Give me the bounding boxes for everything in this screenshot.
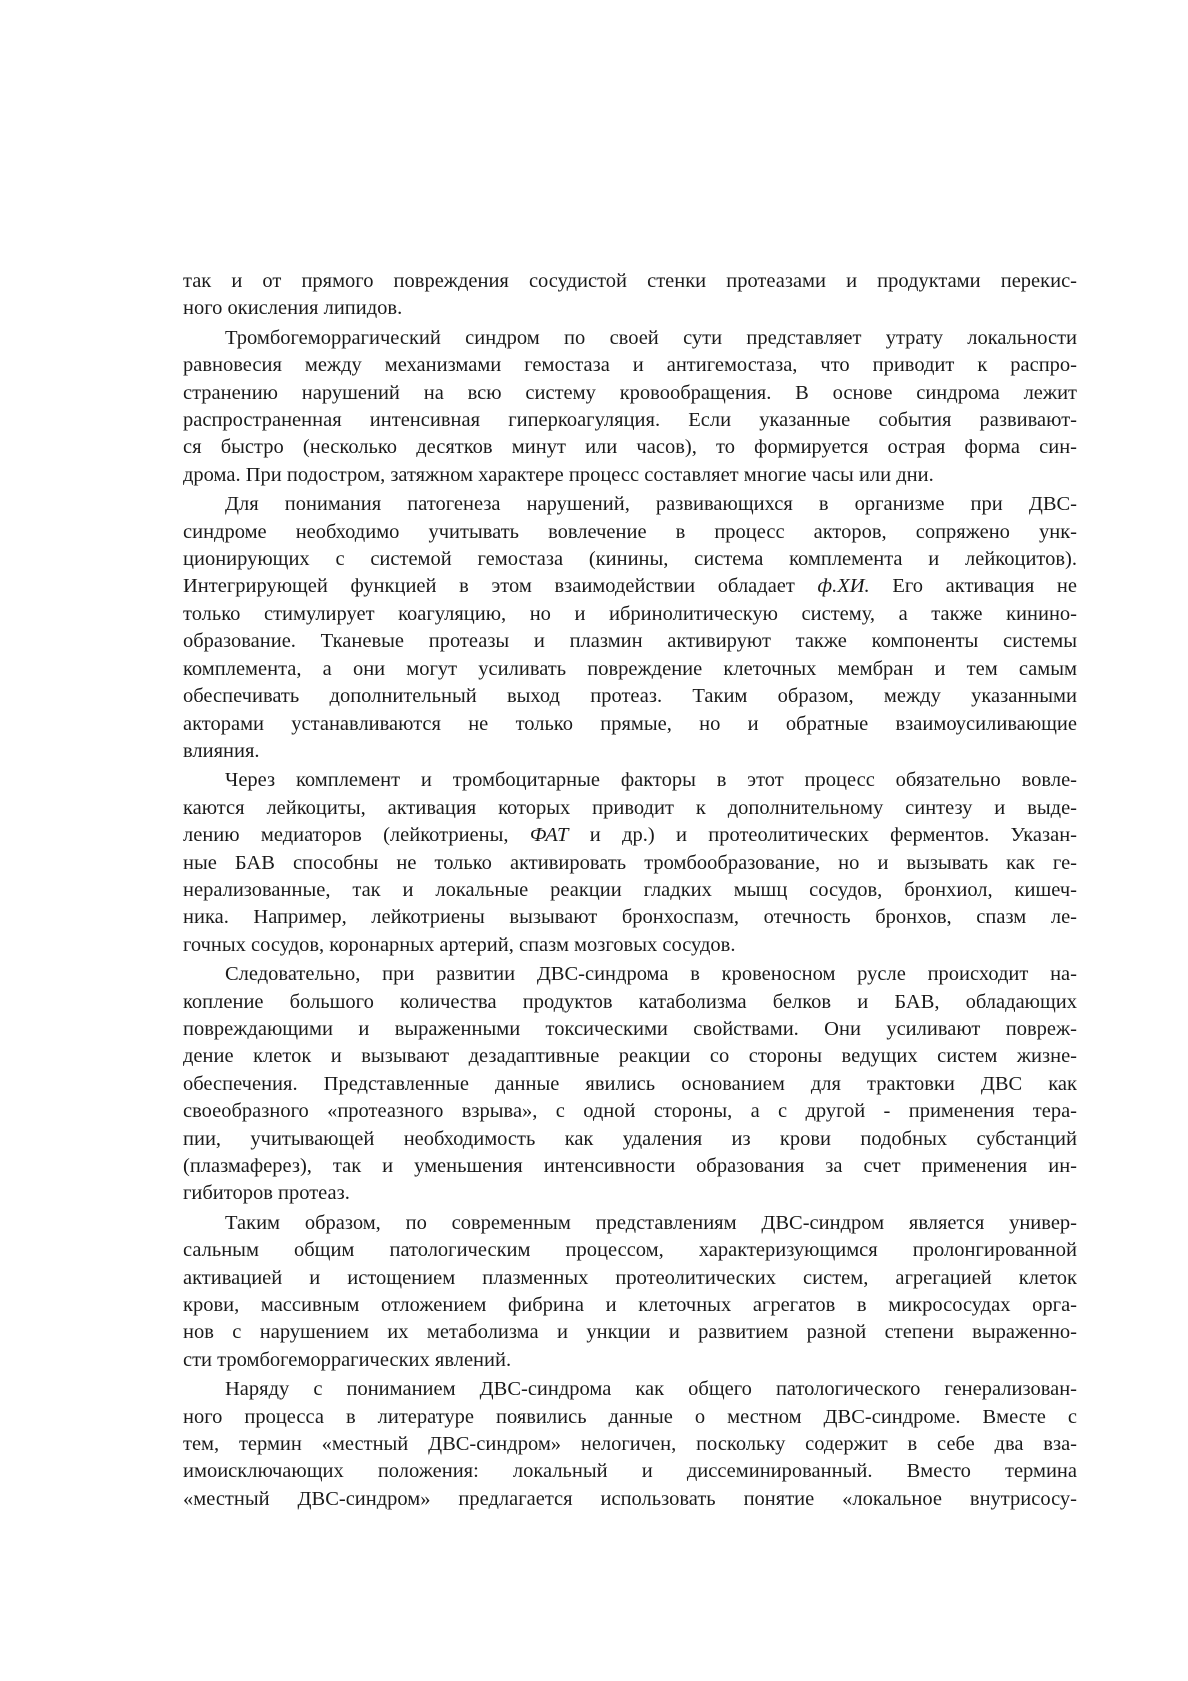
text-line: гибиторов протеаз. — [183, 1182, 350, 1205]
text-line: обеспечивать дополнительный выход протеаз. Таким образом, между указанными — [183, 685, 1077, 708]
text-line: «местный ДВС-синдром» предлагается использовать понятие «локальное внутрисосу- — [183, 1487, 1077, 1510]
text-line: Наряду с пониманием ДВС-синдрома как общего патологического генерализован- — [225, 1378, 1077, 1401]
text-line: влияния. — [183, 739, 260, 762]
text-line: ного процесса в литературе появились данные о местном ДВС-синдроме. Вместе с — [183, 1405, 1077, 1428]
text-line: тем, термин «местный ДВС-синдром» нелогичен, поскольку содержит в себе два вза- — [183, 1433, 1077, 1456]
text-line: пии, учитывающей необходимость как удаления из крови подобных субстанций — [183, 1127, 1077, 1150]
text-line: крови, массивным отложением фибрина и клеточных агрегатов в микрососудах орга- — [183, 1294, 1077, 1317]
text-line: Для понимания патогенеза нарушений, развивающихся в организме при ДВС- — [225, 493, 1077, 516]
paragraph-5 — [183, 961, 1077, 1208]
text-line: гочных сосудов, коронарных артерий, спазм мозговых сосудов. — [183, 933, 736, 956]
text-line: комплемента, а они могут усиливать повреждение клеточных мембран и тем самым — [183, 657, 1077, 680]
text-line: Таким образом, по современным представлениям ДВС-синдром является универ- — [225, 1211, 1077, 1234]
text-line: активацией и истощением плазменных протеолитических систем, агрегацией клеток — [183, 1266, 1077, 1289]
text-line: Интегрирующей функцией в этом взаимодействии обладает ф.ХИ. Его активация не — [183, 575, 1077, 598]
text-line: сальным общим патологическим процессом, характеризующимся пролонгированной — [183, 1239, 1077, 1262]
text-line: ника. Например, лейкотриены вызывают бронхоспазм, отечность бронхов, спазм ле- — [183, 906, 1077, 929]
paragraph-1 — [183, 268, 1077, 323]
text-line: дрома. При подостром, затяжном характере процесс составляет многие часы или дни. — [183, 463, 934, 486]
text-line: (плазмаферез), так и уменьшения интенсивности образования за счет применения ин- — [183, 1155, 1077, 1177]
text-line: повреждающими и выраженными токсическими свойствами. Они усиливают повреж- — [183, 1017, 1077, 1040]
paragraph-2 — [183, 325, 1077, 489]
text-line: равновесия между механизмами гемостаза и антигемостаза, что приводит к распро- — [183, 354, 1077, 377]
paragraph-3 — [183, 491, 1077, 765]
text-line: ные БАВ способны не только активировать тромбообразование, но и вызывать как ге- — [183, 851, 1077, 874]
text-line: Следовательно, при развитии ДВС-синдрома в кровеносном русле происходит на- — [225, 963, 1077, 986]
paragraph-6 — [183, 1210, 1077, 1374]
text-line: синдроме необходимо учитывать вовлечение в процесс акторов, сопряжено унк- — [183, 520, 1077, 543]
text-line: ционирующих с системой гемостаза (кинины, система комплемента и лейкоцитов). — [183, 548, 1077, 571]
text-line: лению медиаторов (лейкотриены, ФАТ и др.) и протеолитических ферментов. Указан- — [183, 824, 1077, 847]
italic-term: ф.ХИ. — [817, 575, 870, 598]
paragraph-4 — [183, 767, 1077, 959]
text-line: Тромбогеморрагический синдром по своей сути представляет утрату локальности — [225, 326, 1077, 349]
text-line: копление большого количества продуктов катаболизма белков и БАВ, обладающих — [183, 990, 1077, 1013]
text-line: обеспечения. Представленные данные явились основанием для трактовки ДВС как — [183, 1072, 1077, 1095]
text-line: акторами устанавливаются не только прямые, но и обратные взаимоусиливающие — [183, 712, 1077, 735]
text-line: дение клеток и вызывают дезадаптивные реакции со стороны ведущих систем жизне- — [183, 1045, 1077, 1068]
text-line: имоисключающих положения: локальный и диссеминированный. Вместо термина — [183, 1460, 1077, 1483]
text-line: каются лейкоциты, активация которых приводит к дополнительному синтезу и выде- — [183, 796, 1077, 819]
text-line: ся быстро (несколько десятков минут или часов), то формируется острая форма син- — [183, 436, 1077, 459]
italic-term: ФАТ — [529, 824, 569, 847]
paragraph-7 — [183, 1376, 1077, 1513]
text-line: распространенная интенсивная гиперкоагуляция. Если указанные события развивают- — [183, 409, 1077, 432]
text-line: нерализованные, так и локальные реакции гладких мышц сосудов, бронхиол, кишеч- — [183, 878, 1077, 901]
text-line: ного окисления липидов. — [183, 297, 403, 320]
text-line: Через комплемент и тромбоцитарные факторы в этот процесс обязательно вовле- — [225, 769, 1077, 792]
text-line: сти тромбогеморрагических явлений. — [183, 1348, 512, 1371]
text-line: только стимулирует коагуляцию, но и ибринолитическую систему, а также кинино- — [183, 602, 1077, 625]
text-line: странению нарушений на всю систему кровообращения. В основе синдрома лежит — [183, 381, 1077, 404]
text-line: так и от прямого повреждения сосудистой стенки протеазами и продуктами перекис- — [183, 270, 1077, 292]
document-page — [183, 268, 1077, 1515]
text-line: образование. Тканевые протеазы и плазмин активируют также компоненты системы — [183, 630, 1077, 653]
text-line: своеобразного «протеазного взрыва», с одной стороны, а с другой - применения тера- — [183, 1100, 1077, 1123]
text-line: нов с нарушением их метаболизма и ункции и развитием разной степени выраженно- — [183, 1321, 1077, 1344]
